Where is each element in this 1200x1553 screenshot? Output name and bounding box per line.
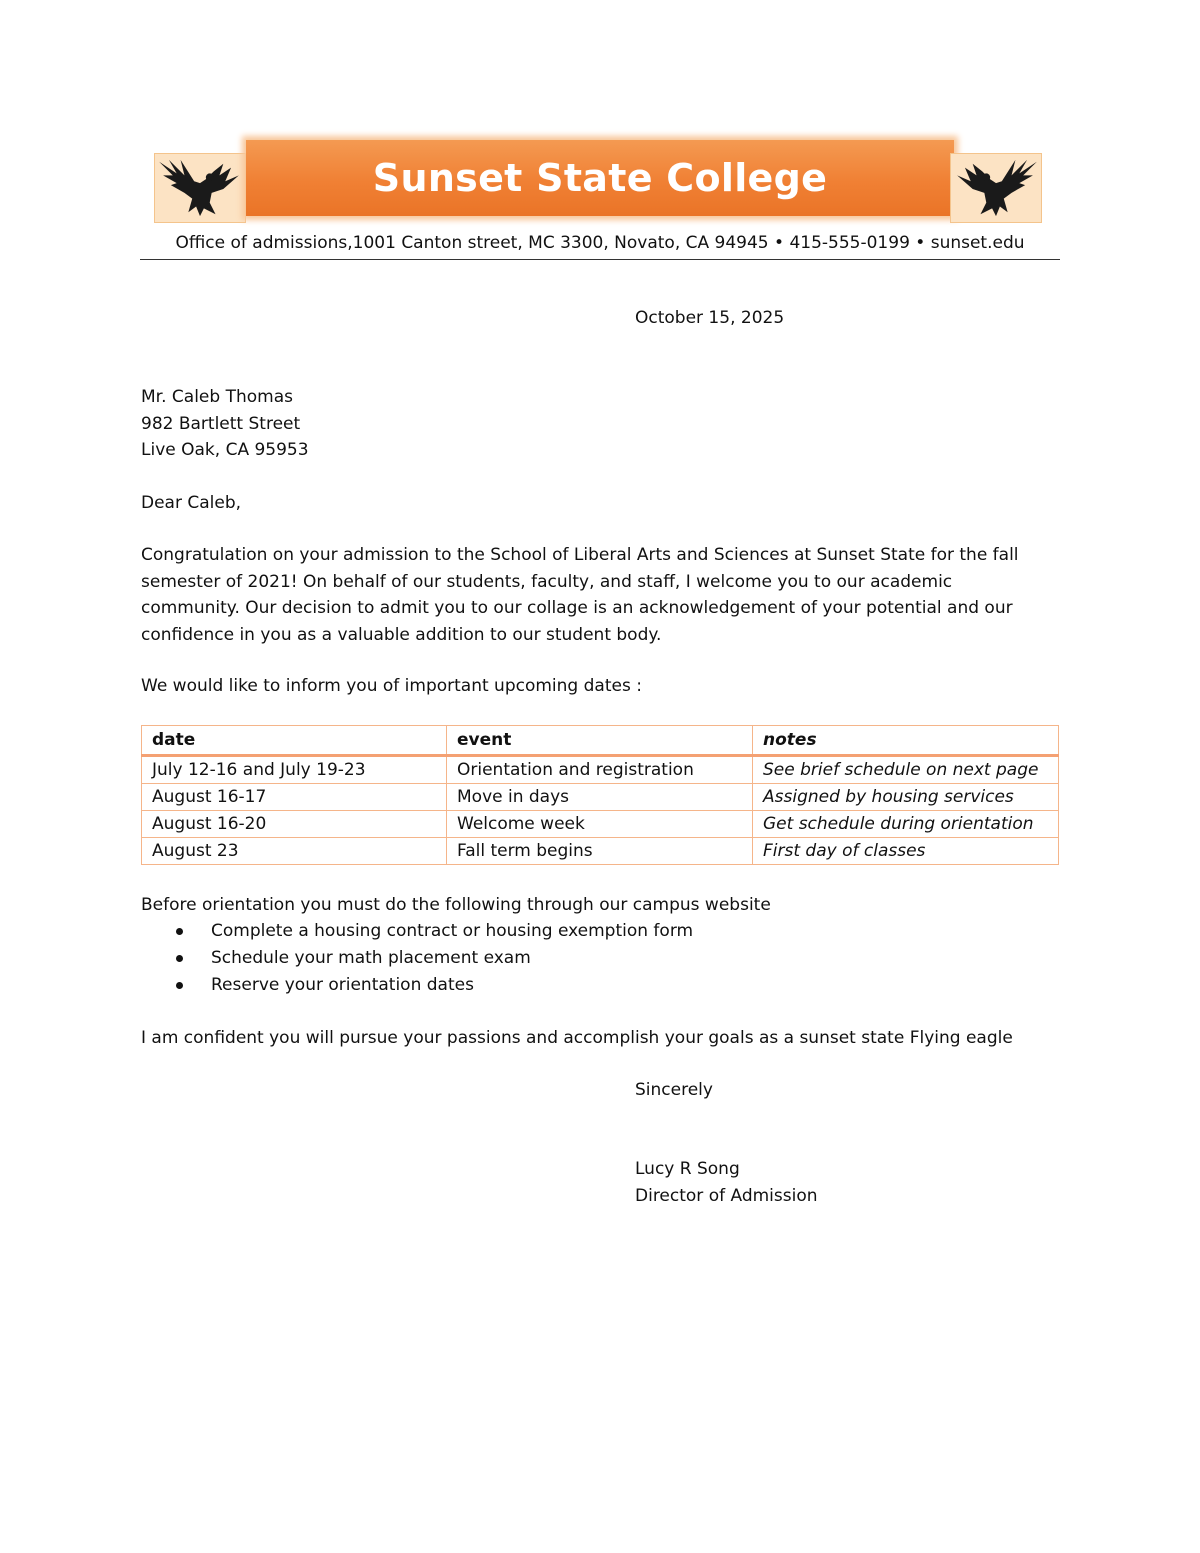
table-row	[142, 784, 1059, 811]
before-orientation-text: Before orientation you must do the following through our campus website	[141, 895, 771, 915]
cell-notes: First day of classes	[753, 838, 1059, 865]
recipient-street: 982 Bartlett Street	[141, 413, 301, 434]
cell-notes: Assigned by housing services	[753, 784, 1059, 811]
salutation: Dear Caleb,	[141, 493, 242, 513]
task-list	[141, 918, 693, 999]
cell-notes: See brief schedule on next page	[753, 756, 1059, 784]
signoff: Sincerely	[635, 1080, 713, 1100]
header-date: date	[142, 726, 447, 756]
header-notes: notes	[753, 726, 1059, 756]
dates-intro: We would like to inform you of important upcoming dates :	[141, 676, 642, 696]
recipient-address	[141, 384, 309, 464]
signature-block	[635, 1156, 818, 1209]
task-text: Complete a housing contract or housing exemption form	[211, 921, 694, 941]
cell-date: July 12-16 and July 19-23	[142, 756, 447, 784]
office-address: Office of admissions,1001 Canton street, MC 3300, Novato, CA 94945 • 415-555-0199 • sunset.edu	[175, 233, 1025, 253]
bullet-icon	[176, 955, 183, 962]
task-text: Schedule your math placement exam	[211, 948, 531, 968]
header-event: event	[447, 726, 753, 756]
list-item	[141, 945, 693, 972]
cell-event: Fall term begins	[447, 838, 753, 865]
body-paragraph: Congratulation on your admission to the School of Liberal Arts and Sciences at Sunset State for the fall semester of 2021! On behalf of our students, faculty, and staff, I welcome you to our academic community. Our decision to admit you to our collage is an acknowledgement of your potential and our confidence in you as a valuable addition to our student body.	[141, 545, 1019, 645]
college-name: Sunset State College	[372, 156, 828, 200]
signer-title: Director of Admission	[635, 1185, 818, 1206]
letter-date: October 15, 2025	[635, 308, 785, 328]
bullet-icon	[176, 982, 183, 989]
cell-notes: Get schedule during orientation	[753, 811, 1059, 838]
recipient-city: Live Oak, CA 95953	[141, 440, 309, 460]
cell-date: August 16-20	[142, 811, 447, 838]
cell-date: August 16-17	[142, 784, 447, 811]
eagle-logo-left-icon	[154, 153, 246, 223]
bullet-icon	[176, 928, 183, 935]
important-dates-table	[141, 725, 1059, 865]
cell-event: Orientation and registration	[447, 756, 753, 784]
table-row	[142, 811, 1059, 838]
list-item	[141, 972, 693, 999]
college-banner	[246, 140, 954, 216]
table-row	[142, 838, 1059, 865]
signer-name: Lucy R Song	[635, 1159, 740, 1179]
recipient-name: Mr. Caleb Thomas	[141, 387, 293, 407]
list-item	[141, 918, 693, 945]
header-divider	[140, 259, 1060, 260]
closing-sentence: I am confident you will pursue your passions and accomplish your goals as a sunset state Flying eagle	[141, 1028, 1013, 1048]
eagle-logo-right-icon	[950, 153, 1042, 223]
table-header-row	[142, 726, 1059, 756]
task-text: Reserve your orientation dates	[211, 975, 474, 995]
cell-event: Welcome week	[447, 811, 753, 838]
table-row	[142, 756, 1059, 784]
cell-event: Move in days	[447, 784, 753, 811]
cell-date: August 23	[142, 838, 447, 865]
